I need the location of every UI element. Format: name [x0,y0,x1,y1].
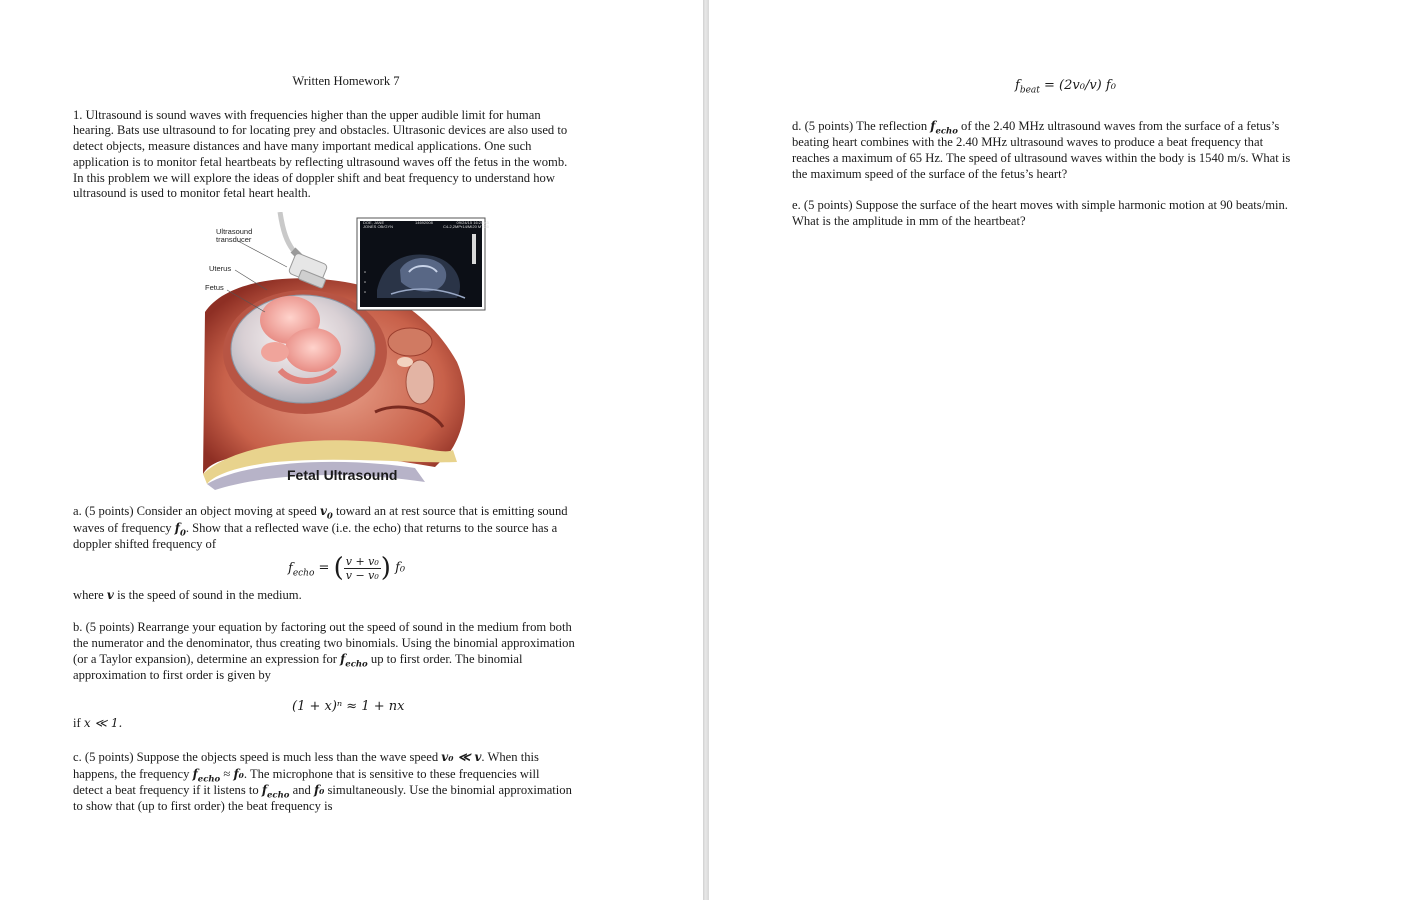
intro-line: 1. Ultrasound is sound waves with frequencies higher than the upper audible limit for human [73,108,541,122]
part-d-text: of the 2.40 MHz ultrasound waves from the surface of a fetus’s [961,119,1280,133]
part-c-text: c. (5 points) Suppose the objects speed is much less than the wave speed [73,750,439,764]
math-f: $f_0$ [174,521,186,539]
math-condition: x ≪ 1. [83,716,123,730]
part-d-text: d. (5 points) The reflection [792,119,928,133]
document-page-left [0,0,703,900]
part-c-text: and [292,783,311,797]
page-title: Written Homework 7 [292,74,400,88]
part-a-text: where [73,588,104,602]
part-c-text: . When this [481,750,539,764]
screen-patient-info [363,221,393,229]
math-v: $v_0$ [319,504,333,522]
fetal-ultrasound-figure [195,212,495,490]
part-d-line4: the maximum speed of the surface of the fetus’s heart? [792,167,1068,181]
part-b-condition [73,715,122,731]
math-approx: ≈ [223,767,231,781]
math-fecho: $f_{echo}$ [340,652,368,670]
intro-line: detect objects, measure distances and have many important medical applications. One such [73,139,532,153]
intro-line: hearing. Bats use ultrasound to for locating prey and obstacles. Ultrasonic devices are also used to [73,123,568,137]
part-b-text: up to first order. The binomial [370,652,523,666]
math-v: v [106,588,114,602]
part-b-line4: approximation to first order is given by [73,668,271,682]
figure-caption: Fetal Ultrasound [287,467,398,483]
intro-line: In this problem we will explore the ideas of doppler shift and beat frequency to understand how [73,171,555,185]
part-a-line3: doppler shifted frequency of [73,537,217,551]
equation-fbeat [1015,78,1116,96]
eq-fraction: $\frac{\text{v + v₀}}{\text{v − v₀}}$ [345,554,379,582]
math-f0: f₀ [233,767,244,781]
part-a-text: a. (5 points) Consider an object moving at speed [73,504,317,518]
intro-line: application is to monitor fetal heartbeats by reflecting ultrasound waves off the fetus in the womb. [73,155,568,169]
part-e-line1: e. (5 points) Suppose the surface of the heart moves with simple harmonic motion at 90 beats/min. [792,198,1288,212]
math-fecho: $f_{echo}$ [930,119,958,137]
screen-date: 09/24/15 16:25:43 [456,220,489,225]
part-a-text: . Show that a reflected wave (i.e. the echo) that returns to the source has a [185,521,558,535]
screen-name: DOE, JANE [363,220,385,225]
part-c-text: simultaneously. Use the binomial approximation [327,783,572,797]
part-c-text: happens, the frequency [73,767,190,781]
equation-binomial: (1 + x)ⁿ ≈ 1 + nx [292,699,405,714]
fetal-anatomy-illustration [195,212,495,490]
label-uterus: Uterus [209,264,232,273]
part-b-line1: b. (5 points) Rearrange your equation by factoring out the speed of sound in the medium from both [73,620,572,634]
part-d-line2: beating heart combines with the 2.40 MHz ultrasound waves to produce a beat frequency that [792,135,1264,149]
part-b-line2: the numerator and the denominator, thus creating two binomials. Using the binomial approximation [73,636,575,650]
part-b-text: (or a Taylor expansion), determine an expression for [73,652,337,666]
equation-fecho: $f_{echo}$ = ( $\frac{\text{v + v₀}}{\text{v − v₀}}$ ) f₀ [288,553,406,583]
part-c-text: . The microphone that is sensitive to these frequencies will [243,767,540,781]
math-v0-ll-v: v₀ ≪ v [441,750,482,764]
part-a-text: waves of frequency [73,521,172,535]
intro-line: ultrasound is used to monitor fetal heart health. [73,186,311,200]
part-d-line3: reaches a maximum of 65 Hz. The speed of ultrasound waves within the body is 1540 m/s. What is [792,151,1291,165]
label-fetus: Fetus [205,283,224,292]
part-a-where [73,587,302,603]
eq-lhs: $f_{beat}$ [1015,78,1040,96]
eq-lhs: $f_{echo}$ [288,560,315,579]
label-transducer-line2: transducer [216,235,252,244]
screen-exam-id: 14692008 [415,220,433,225]
label-transducer-line1: Ultrasound [216,227,253,236]
part-b-text: if [73,716,81,730]
part-c-text: detect a beat frequency if it listens to [73,783,259,797]
part-e-line2: What is the amplitude in mm of the heartbeat? [792,214,1026,228]
label-transducer [216,228,252,244]
math-fecho: $f_{echo}$ [192,767,221,785]
eq-rhs: = (2v₀/v) f₀ [1044,78,1116,93]
part-c-line4: to show that (up to first order) the beat frequency is [73,799,333,813]
screen-exam-info [443,221,489,229]
math-f0: f₀ [313,783,325,797]
part-c-line1 [73,749,539,765]
part-a-text: is the speed of sound in the medium. [117,588,302,602]
screen-clinic: JONES OB/GYN [363,224,394,229]
document-page-right [709,0,1412,900]
eq-rhs: f₀ [395,560,406,576]
math-fecho: $f_{echo}$ [261,783,290,801]
screen-probe: C4-2,2MPr14/MI20 MT:35 [443,224,489,229]
part-a-text: toward an at rest source that is emitting sound [336,504,568,518]
